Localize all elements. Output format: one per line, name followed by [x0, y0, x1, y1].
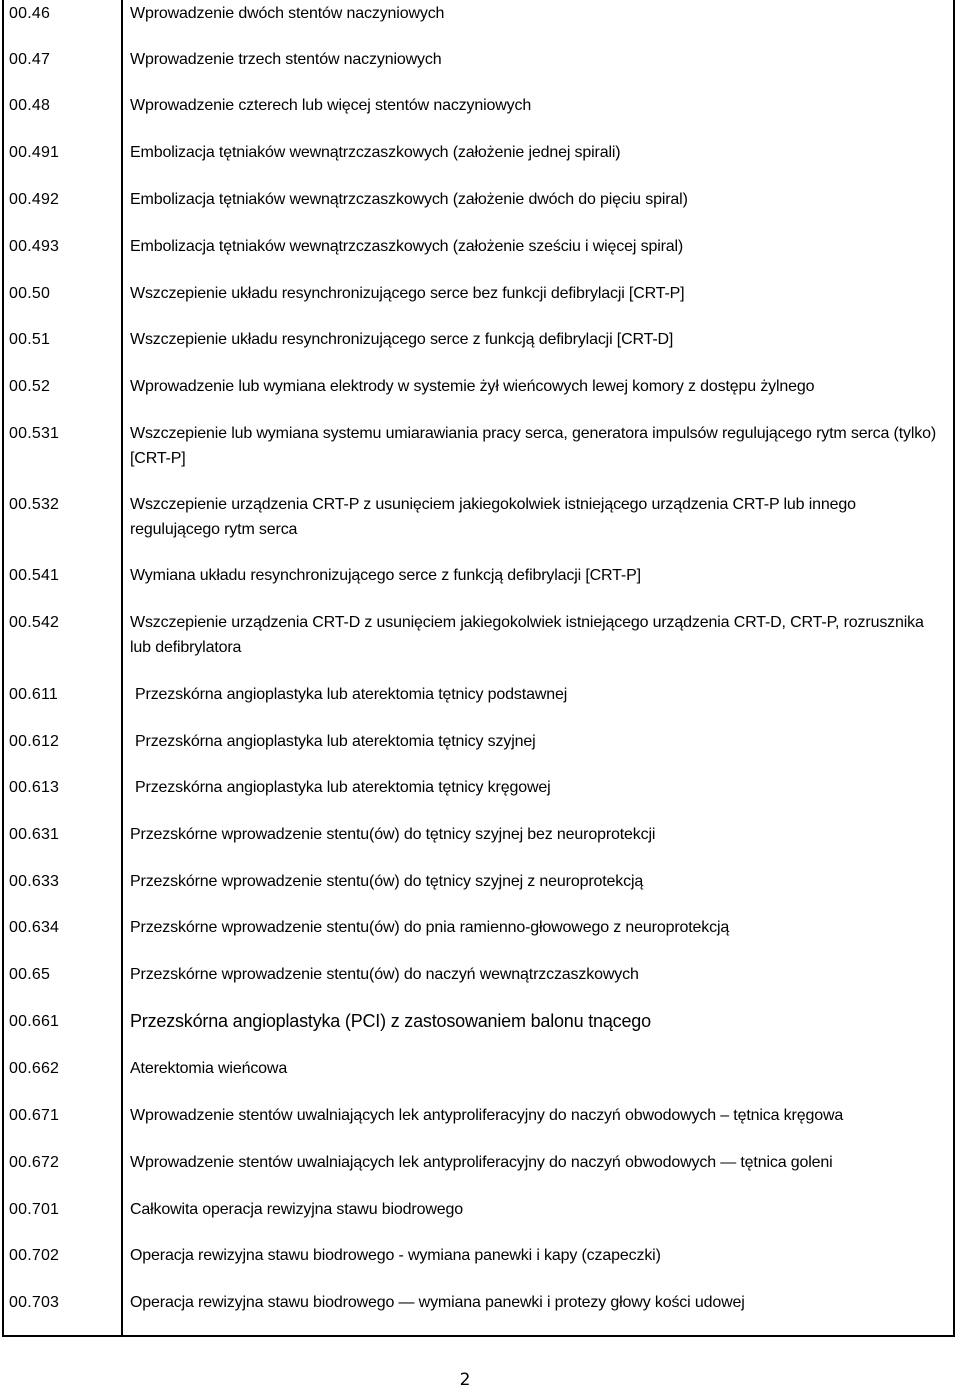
- procedure-description: Przezskórna angioplastyka lub aterektomia tętnicy kręgowej: [135, 779, 551, 796]
- procedure-description: Przezskórne wprowadzenie stentu(ów) do naczyń wewnątrzczaszkowych: [130, 966, 639, 983]
- procedure-codes-table: [2, 0, 955, 1337]
- procedure-code: 00.46: [9, 5, 51, 22]
- procedure-code: 00.50: [9, 285, 51, 302]
- procedure-description: Przezskórna angioplastyka lub aterektomia tętnicy szyjnej: [135, 733, 536, 750]
- procedure-description: Wprowadzenie dwóch stentów naczyniowych: [130, 5, 445, 22]
- procedure-code: 00.51: [9, 331, 51, 348]
- procedure-code: 00.48: [9, 97, 51, 114]
- procedure-description: Całkowita operacja rewizyjna stawu biodrowego: [130, 1201, 463, 1218]
- procedure-description: Embolizacja tętniaków wewnątrzczaszkowych (założenie sześciu i więcej spiral): [130, 238, 684, 255]
- procedure-description: Wprowadzenie lub wymiana elektrody w systemie żył wieńcowych lewej komory z dostępu żylnego: [130, 378, 815, 395]
- procedure-code: 00.634: [9, 919, 60, 936]
- procedure-code: 00.672: [9, 1154, 60, 1171]
- procedure-description: Przezskórne wprowadzenie stentu(ów) do tętnicy szyjnej z neuroprotekcją: [130, 873, 644, 890]
- procedure-code: 00.633: [9, 873, 60, 890]
- procedure-description: Operacja rewizyjna stawu biodrowego - wymiana panewki i kapy (czapeczki): [130, 1247, 661, 1264]
- procedure-code: 00.47: [9, 51, 51, 68]
- procedure-code: 00.631: [9, 826, 60, 843]
- procedure-code: 00.671: [9, 1107, 60, 1124]
- procedure-code: 00.531: [9, 425, 60, 442]
- procedure-description: Przezskórne wprowadzenie stentu(ów) do tętnicy szyjnej bez neuroprotekcji: [130, 826, 656, 843]
- procedure-code: 00.65: [9, 966, 51, 983]
- procedure-code: 00.703: [9, 1294, 60, 1311]
- procedure-code: 00.612: [9, 733, 60, 750]
- procedure-code: 00.493: [9, 238, 60, 255]
- procedure-code: 00.492: [9, 191, 60, 208]
- procedure-description: Wymiana układu resynchronizującego serce z funkcją defibrylacji [CRT-P]: [130, 567, 641, 584]
- procedure-code: 00.611: [9, 686, 58, 703]
- procedure-code: 00.702: [9, 1247, 60, 1264]
- procedure-description: Embolizacja tętniaków wewnątrzczaszkowych (założenie dwóch do pięciu spiral): [130, 191, 688, 208]
- procedure-code: 00.52: [9, 378, 51, 395]
- procedure-description: Embolizacja tętniaków wewnątrzczaszkowych (założenie jednej spirali): [130, 144, 621, 161]
- procedure-description: Wszczepienie układu resynchronizującego serce bez funkcji defibrylacji [CRT-P]: [130, 285, 685, 302]
- procedure-code: 00.491: [9, 144, 60, 161]
- procedure-description: Operacja rewizyjna stawu biodrowego — wymiana panewki i protezy głowy kości udowej: [130, 1294, 745, 1311]
- procedure-code: 00.661: [9, 1013, 60, 1030]
- procedure-description: Wprowadzenie stentów uwalniających lek antyproliferacyjny do naczyń obwodowych – tętnica kręgowa: [130, 1107, 844, 1124]
- procedure-code: 00.701: [9, 1201, 60, 1218]
- procedure-description: Wszczepienie urządzenia CRT-P z usunięciem jakiegokolwiek istniejącego urządzenia CRT-P lub innego regulującego rytm serca: [130, 496, 856, 538]
- procedure-description: Wszczepienie urządzenia CRT-D z usunięciem jakiegokolwiek istniejącego urządzenia CRT-D, CRT-P, rozrusznika lub defibrylatora: [130, 614, 924, 656]
- procedure-description: Przezskórna angioplastyka lub aterektomia tętnicy podstawnej: [135, 686, 568, 703]
- procedure-description: Wprowadzenie czterech lub więcej stentów naczyniowych: [130, 97, 532, 114]
- procedure-description: Aterektomia wieńcowa: [130, 1060, 288, 1077]
- procedure-description: Wprowadzenie stentów uwalniających lek antyproliferacyjny do naczyń obwodowych — tętnica goleni: [130, 1154, 833, 1171]
- procedure-description: Przezskórna angioplastyka (PCI) z zastosowaniem balonu tnącego: [130, 1011, 651, 1031]
- procedure-description: Wszczepienie lub wymiana systemu umiarawiania pracy serca, generatora impulsów regulującego rytm serca (tylko) [CRT-P]: [130, 425, 937, 467]
- column-divider: [121, 0, 123, 1335]
- procedure-description: Wprowadzenie trzech stentów naczyniowych: [130, 51, 442, 68]
- procedure-code: 00.541: [9, 567, 60, 584]
- page-number: 2: [459, 1370, 471, 1390]
- procedure-description: Przezskórne wprowadzenie stentu(ów) do pnia ramienno-głowowego z neuroprotekcją: [130, 919, 730, 936]
- procedure-code: 00.542: [9, 614, 60, 631]
- procedure-code: 00.532: [9, 496, 60, 513]
- procedure-description: Wszczepienie układu resynchronizującego serce z funkcją defibrylacji [CRT-D]: [130, 331, 674, 348]
- procedure-code: 00.613: [9, 779, 60, 796]
- procedure-code: 00.662: [9, 1060, 60, 1077]
